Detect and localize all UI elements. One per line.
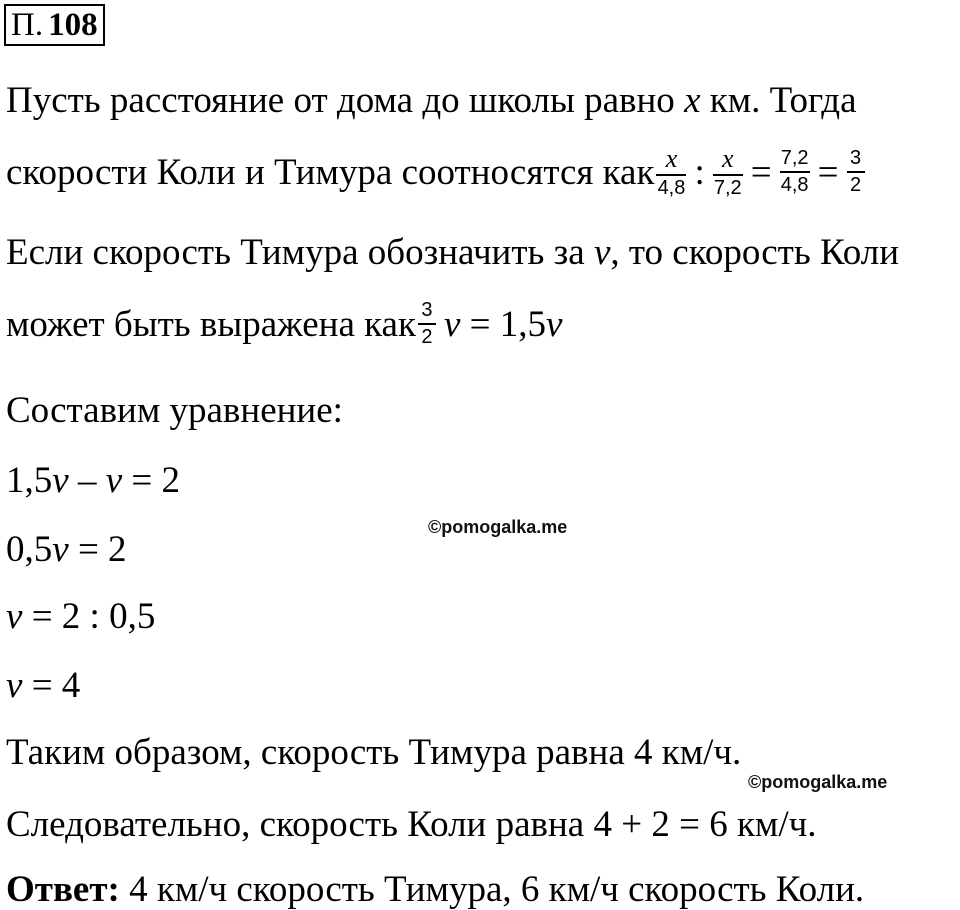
line-2 (6, 145, 867, 199)
line-1 (6, 82, 857, 119)
var-x: x (684, 80, 701, 121)
var-v: v (443, 303, 461, 345)
fraction-x-4-8 (656, 145, 686, 199)
fraction-x-7-2 (713, 145, 743, 199)
fraction-bar (656, 174, 686, 176)
var-v: v (105, 460, 123, 501)
fraction-numerator: 3 (421, 299, 433, 321)
fraction-bar (847, 171, 865, 173)
problem-prefix: П. (11, 6, 44, 43)
line-3-text-a: Если скорость Тимура обозначить за (6, 232, 594, 273)
equals-sign: = (750, 151, 772, 193)
fraction-bar (418, 323, 436, 325)
line-1-text-a: Пусть расстояние от дома до школы равно (6, 80, 685, 121)
fraction-bar (780, 171, 810, 173)
line-4-text-a: может быть выражена как (6, 303, 416, 345)
colon-sign: : (694, 151, 705, 193)
fraction-denominator: 2 (849, 174, 862, 197)
var-v: v (593, 232, 611, 273)
equation-text: = 2 (122, 460, 180, 501)
line-conclusion-2: Следовательно, скорость Коли равна 4 + 2 = 6 км/ч. (6, 804, 817, 845)
equation-4 (6, 667, 80, 704)
line-conclusion-1: Таким образом, скорость Тимура равна 4 км/ч. (6, 732, 742, 773)
fraction-denominator: 4,8 (657, 177, 686, 200)
fraction-denominator: 7,2 (713, 177, 742, 200)
equation-text: – (68, 460, 106, 501)
watermark: ©pomogalka.me (748, 772, 888, 792)
line-4-text-b: = 1,5 (460, 303, 546, 345)
var-v: v (546, 303, 563, 345)
fraction-3-over-2 (847, 148, 865, 196)
fraction-numerator: x (721, 144, 734, 173)
equation-text: 1,5 (6, 460, 53, 501)
equation-1 (6, 462, 180, 499)
line-3 (6, 234, 899, 271)
fraction-numerator: x (665, 144, 678, 173)
equation-text: = 2 (68, 529, 127, 570)
line-5: Составим уравнение: (6, 390, 343, 431)
equation-text: = 4 (22, 665, 81, 706)
problem-label (4, 4, 105, 46)
equation-text: = 2 : 0,5 (22, 596, 156, 637)
equation-3 (6, 598, 155, 635)
var-v: v (52, 460, 69, 501)
fraction-numerator: 3 (849, 147, 862, 170)
watermark: ©pomogalka.me (428, 517, 568, 537)
line-2-text: скорости Коли и Тимура соотносятся как (6, 151, 655, 193)
var-v: v (6, 596, 23, 637)
fraction-denominator: 2 (421, 326, 433, 348)
problem-number: 108 (48, 6, 98, 43)
line-1-text-b: км. Тогда (700, 80, 857, 121)
fraction-denominator: 4,8 (780, 174, 809, 197)
fraction-bar (713, 174, 743, 176)
answer-text: 4 км/ч скорость Тимура, 6 км/ч скорость Коли. (119, 869, 865, 910)
answer-line (6, 871, 864, 908)
fraction-3-over-2 (418, 300, 436, 348)
var-v: v (52, 529, 69, 570)
equation-2 (6, 531, 127, 568)
answer-label: Ответ: (6, 869, 120, 910)
var-v: v (6, 665, 23, 706)
line-3-text-b: , то скорость Коли (610, 232, 900, 273)
line-4 (6, 300, 562, 348)
fraction-7-2-over-4-8 (780, 148, 810, 196)
equation-text: 0,5 (6, 529, 53, 570)
fraction-numerator: 7,2 (780, 147, 809, 170)
equals-sign: = (817, 151, 839, 193)
